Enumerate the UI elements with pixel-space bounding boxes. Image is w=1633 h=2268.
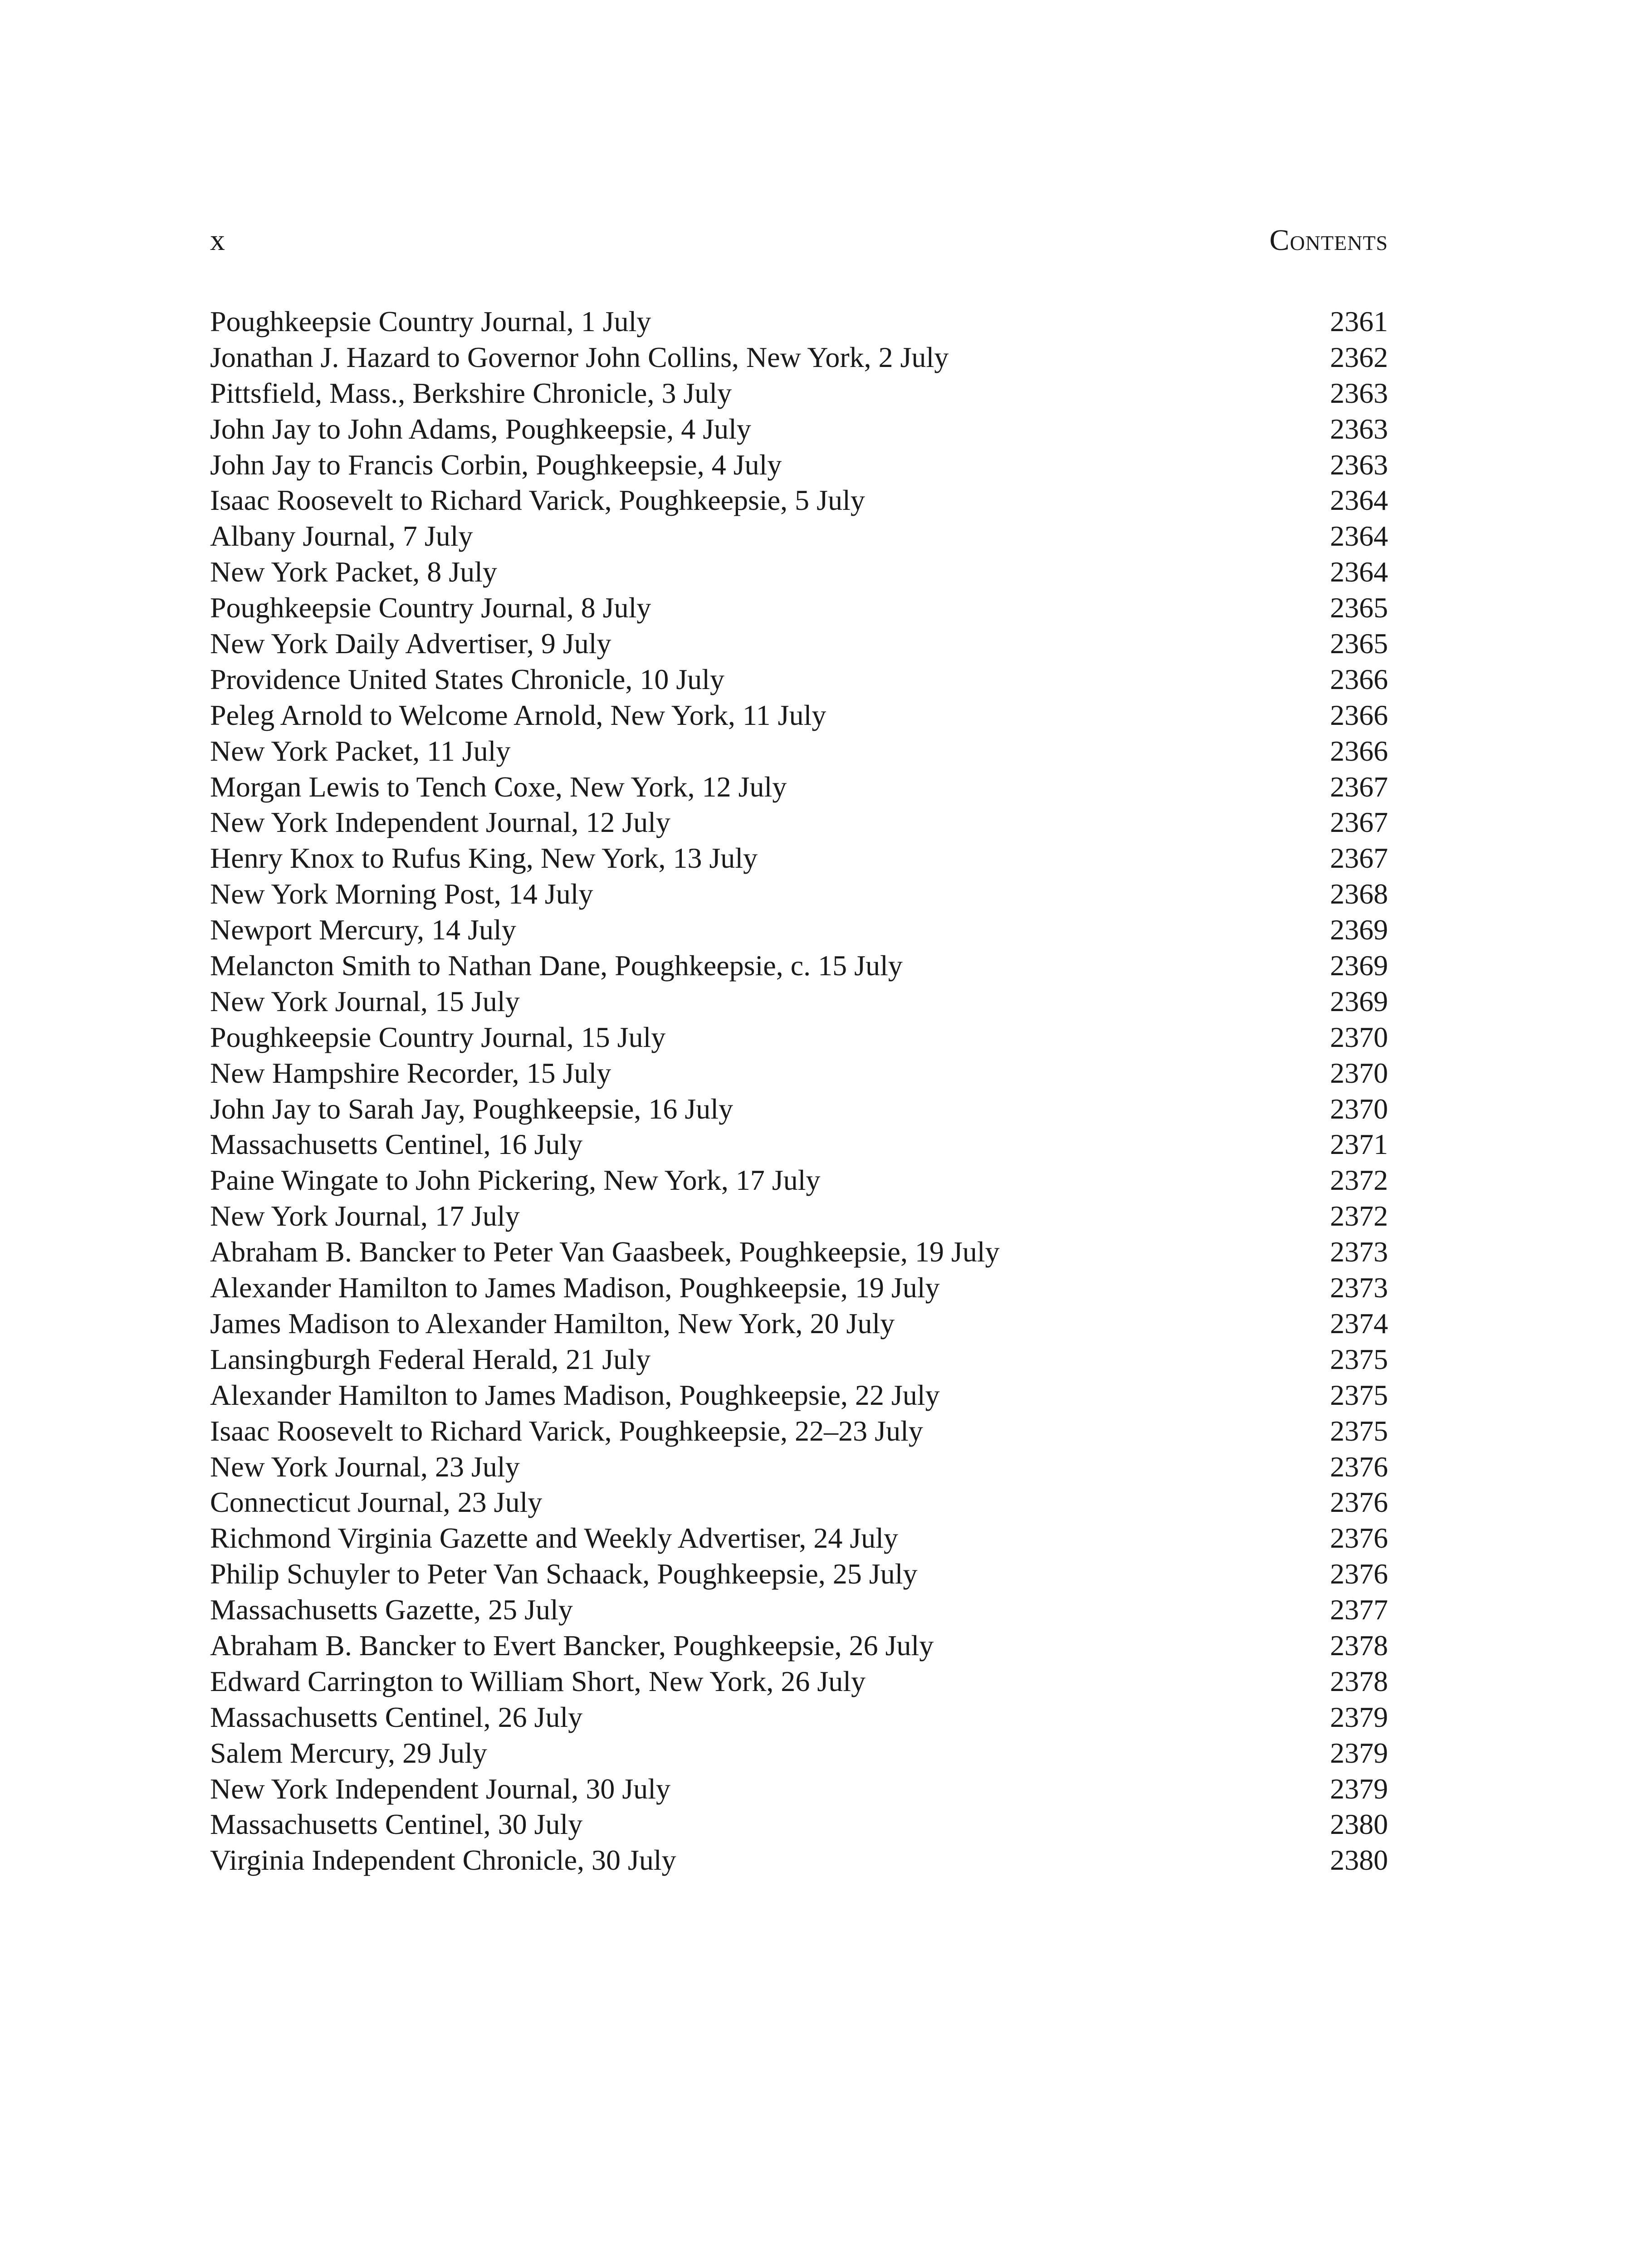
toc-entry-page-number: 2380	[1330, 1808, 1388, 1841]
toc-entry	[210, 769, 1388, 805]
toc-entry	[210, 1091, 1388, 1127]
page-folio: x	[210, 224, 225, 257]
toc-entry-page-number: 2366	[1330, 699, 1388, 731]
toc-entry-page-number: 2375	[1330, 1414, 1388, 1447]
toc-entry-title: Peleg Arnold to Welcome Arnold, New York, 11 July	[210, 699, 826, 731]
toc-entry-page-number: 2362	[1330, 341, 1388, 373]
running-head	[210, 220, 1388, 261]
toc-entry-title: Isaac Roosevelt to Richard Varick, Poughkeepsie, 5 July	[210, 484, 865, 517]
toc-entry-title: Jonathan J. Hazard to Governor John Collins, New York, 2 July	[210, 341, 949, 373]
toc-entry	[210, 590, 1388, 626]
toc-entry-title: Philip Schuyler to Peter Van Schaack, Poughkeepsie, 25 July	[210, 1558, 918, 1590]
toc-entry-title: Newport Mercury, 14 July	[210, 914, 516, 946]
toc-entry	[210, 1378, 1388, 1413]
toc-entry-page-number: 2369	[1330, 985, 1388, 1017]
section-title: Contents	[1269, 224, 1388, 257]
toc-entry-title: New Hampshire Recorder, 15 July	[210, 1056, 611, 1089]
toc-entry-title: John Jay to Francis Corbin, Poughkeepsie, 4 July	[210, 448, 782, 481]
toc-entry-page-number: 2373	[1330, 1236, 1388, 1268]
toc-list	[210, 304, 1388, 1878]
toc-entry-page-number: 2374	[1330, 1307, 1388, 1339]
toc-entry-page-number: 2377	[1330, 1593, 1388, 1626]
toc-entry-page-number: 2378	[1330, 1665, 1388, 1697]
toc-entry-title: Morgan Lewis to Tench Coxe, New York, 12 July	[210, 770, 787, 803]
toc-entry	[210, 1270, 1388, 1306]
toc-entry-title: John Jay to John Adams, Poughkeepsie, 4 July	[210, 412, 751, 445]
toc-entry-page-number: 2368	[1330, 878, 1388, 910]
toc-entry-title: Connecticut Journal, 23 July	[210, 1486, 543, 1519]
toc-entry-title: John Jay to Sarah Jay, Poughkeepsie, 16 July	[210, 1092, 733, 1125]
toc-entry-page-number: 2364	[1330, 484, 1388, 517]
toc-entry-title: Alexander Hamilton to James Madison, Poughkeepsie, 22 July	[210, 1378, 940, 1411]
toc-entry	[210, 1020, 1388, 1056]
toc-entry-page-number: 2367	[1330, 842, 1388, 875]
toc-entry-title: New York Daily Advertiser, 9 July	[210, 627, 611, 660]
toc-entry-title: Edward Carrington to William Short, New York, 26 July	[210, 1665, 866, 1697]
toc-entry-title: Abraham B. Bancker to Peter Van Gaasbeek, Poughkeepsie, 19 July	[210, 1236, 1000, 1268]
toc-entry	[210, 1556, 1388, 1592]
toc-entry	[210, 1485, 1388, 1520]
toc-entry	[210, 698, 1388, 733]
toc-entry	[210, 376, 1388, 411]
toc-entry-page-number: 2379	[1330, 1772, 1388, 1805]
toc-entry	[210, 554, 1388, 590]
toc-entry	[210, 411, 1388, 447]
toc-entry	[210, 1234, 1388, 1270]
toc-entry-title: Massachusetts Gazette, 25 July	[210, 1593, 573, 1626]
toc-entry-title: New York Journal, 17 July	[210, 1200, 520, 1232]
toc-entry	[210, 1735, 1388, 1771]
toc-entry-title: Poughkeepsie Country Journal, 15 July	[210, 1021, 666, 1053]
toc-entry-page-number: 2376	[1330, 1522, 1388, 1554]
toc-entry-title: James Madison to Alexander Hamilton, New York, 20 July	[210, 1307, 895, 1339]
toc-entry-page-number: 2364	[1330, 520, 1388, 552]
toc-entry-page-number: 2363	[1330, 376, 1388, 409]
toc-entry	[210, 841, 1388, 876]
toc-entry-page-number: 2369	[1330, 949, 1388, 982]
toc-entry	[210, 805, 1388, 841]
toc-entry-page-number: 2371	[1330, 1128, 1388, 1161]
toc-entry	[210, 340, 1388, 376]
toc-entry-page-number: 2364	[1330, 556, 1388, 588]
toc-entry	[210, 1700, 1388, 1735]
toc-entry-title: Massachusetts Centinel, 16 July	[210, 1128, 583, 1161]
toc-entry	[210, 876, 1388, 912]
toc-entry-page-number: 2367	[1330, 770, 1388, 803]
toc-entry-title: New York Independent Journal, 12 July	[210, 806, 670, 839]
toc-entry-title: Poughkeepsie Country Journal, 8 July	[210, 591, 651, 624]
toc-entry-title: Salem Mercury, 29 July	[210, 1736, 487, 1769]
toc-entry-title: Isaac Roosevelt to Richard Varick, Poughkeepsie, 22–23 July	[210, 1414, 923, 1447]
toc-entry-page-number: 2379	[1330, 1736, 1388, 1769]
toc-entry-page-number: 2379	[1330, 1701, 1388, 1733]
toc-entry	[210, 1843, 1388, 1878]
toc-entry	[210, 1056, 1388, 1091]
toc-entry	[210, 447, 1388, 483]
toc-entry-title: Virginia Independent Chronicle, 30 July	[210, 1844, 676, 1877]
toc-entry	[210, 1520, 1388, 1556]
toc-entry-page-number: 2370	[1330, 1092, 1388, 1125]
toc-entry-title: New York Independent Journal, 30 July	[210, 1772, 670, 1805]
toc-entry-title: Albany Journal, 7 July	[210, 520, 473, 552]
toc-entry	[210, 1449, 1388, 1485]
toc-entry	[210, 948, 1388, 984]
toc-entry-page-number: 2378	[1330, 1629, 1388, 1662]
toc-entry-page-number: 2376	[1330, 1450, 1388, 1483]
toc-entry	[210, 626, 1388, 662]
toc-entry-title: New York Morning Post, 14 July	[210, 878, 593, 910]
toc-entry-title: New York Journal, 23 July	[210, 1450, 520, 1483]
toc-entry-page-number: 2369	[1330, 914, 1388, 946]
toc-entry-title: Paine Wingate to John Pickering, New York, 17 July	[210, 1164, 821, 1197]
toc-entry-page-number: 2375	[1330, 1343, 1388, 1375]
toc-entry	[210, 483, 1388, 518]
toc-entry-page-number: 2372	[1330, 1200, 1388, 1232]
toc-entry-page-number: 2365	[1330, 627, 1388, 660]
toc-entry	[210, 1306, 1388, 1342]
toc-entry-title: Lansingburgh Federal Herald, 21 July	[210, 1343, 651, 1375]
toc-entry-title: Massachusetts Centinel, 26 July	[210, 1701, 583, 1733]
toc-entry-page-number: 2380	[1330, 1844, 1388, 1877]
toc-entry	[210, 1413, 1388, 1449]
toc-entry-title: Henry Knox to Rufus King, New York, 13 July	[210, 842, 758, 875]
toc-entry-title: Alexander Hamilton to James Madison, Poughkeepsie, 19 July	[210, 1271, 940, 1304]
toc-entry-page-number: 2366	[1330, 734, 1388, 767]
toc-entry-title: Pittsfield, Mass., Berkshire Chronicle, 3 July	[210, 376, 732, 409]
toc-entry-title: Poughkeepsie Country Journal, 1 July	[210, 305, 651, 337]
toc-entry-page-number: 2363	[1330, 412, 1388, 445]
toc-entry	[210, 984, 1388, 1020]
toc-entry-page-number: 2366	[1330, 663, 1388, 695]
toc-entry-page-number: 2370	[1330, 1056, 1388, 1089]
toc-entry	[210, 1127, 1388, 1163]
toc-entry	[210, 733, 1388, 769]
toc-entry-page-number: 2365	[1330, 591, 1388, 624]
toc-entry-title: Massachusetts Centinel, 30 July	[210, 1808, 583, 1841]
toc-entry-title: New York Journal, 15 July	[210, 985, 520, 1017]
toc-entry-page-number: 2372	[1330, 1164, 1388, 1197]
toc-entry	[210, 1163, 1388, 1198]
toc-entry-title: Richmond Virginia Gazette and Weekly Advertiser, 24 July	[210, 1522, 899, 1554]
toc-entry	[210, 912, 1388, 948]
toc-entry-title: Providence United States Chronicle, 10 July	[210, 663, 725, 695]
toc-entry	[210, 304, 1388, 340]
toc-entry-page-number: 2367	[1330, 806, 1388, 839]
toc-entry-title: New York Packet, 11 July	[210, 734, 511, 767]
toc-entry-page-number: 2373	[1330, 1271, 1388, 1304]
toc-entry	[210, 1342, 1388, 1378]
toc-entry	[210, 1807, 1388, 1843]
toc-entry	[210, 518, 1388, 554]
toc-entry-page-number: 2370	[1330, 1021, 1388, 1053]
toc-entry	[210, 1198, 1388, 1234]
toc-entry	[210, 1628, 1388, 1664]
toc-entry	[210, 1771, 1388, 1807]
toc-entry-page-number: 2361	[1330, 305, 1388, 337]
toc-entry-title: New York Packet, 8 July	[210, 556, 497, 588]
toc-entry-title: Abraham B. Bancker to Evert Bancker, Poughkeepsie, 26 July	[210, 1629, 934, 1662]
toc-entry	[210, 1664, 1388, 1700]
toc-entry-title: Melancton Smith to Nathan Dane, Poughkeepsie, c. 15 July	[210, 949, 903, 982]
toc-entry-page-number: 2375	[1330, 1378, 1388, 1411]
toc-entry-page-number: 2376	[1330, 1558, 1388, 1590]
toc-entry-page-number: 2363	[1330, 448, 1388, 481]
toc-entry-page-number: 2376	[1330, 1486, 1388, 1519]
toc-entry	[210, 662, 1388, 698]
toc-entry	[210, 1592, 1388, 1628]
